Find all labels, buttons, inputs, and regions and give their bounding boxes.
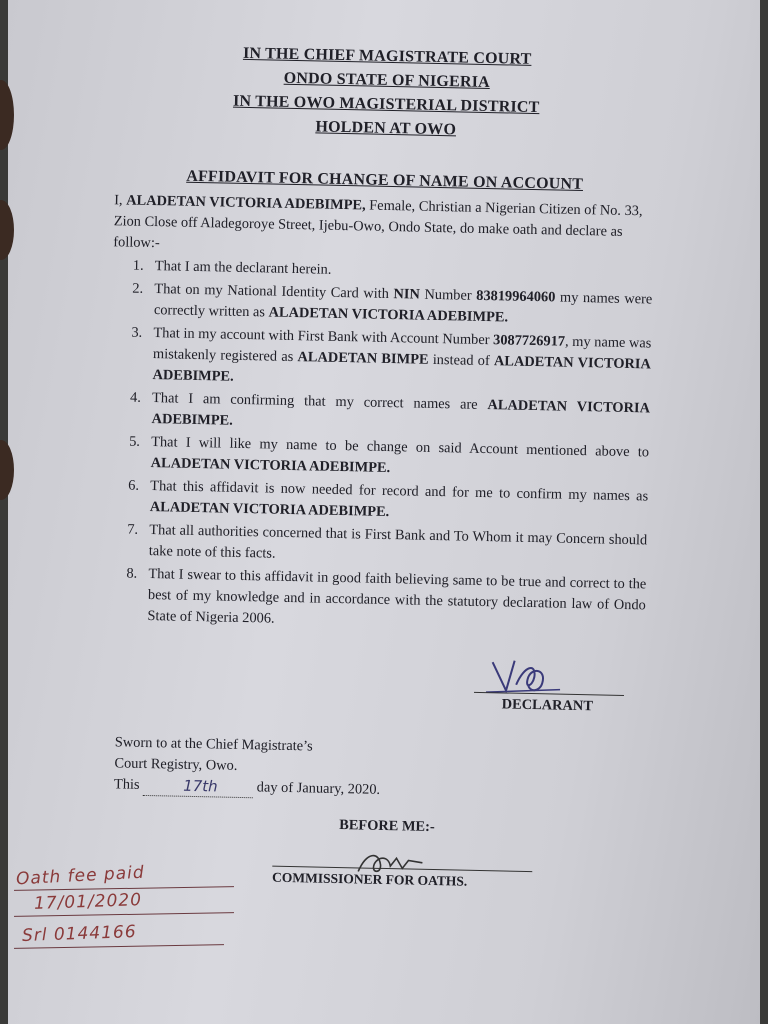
item-text: That I am confirming that my correct names are ALADETAN VICTORIA ADEBIMPE. <box>151 390 651 429</box>
intro-paragraph <box>113 190 654 264</box>
before-me-label: BEFORE ME:- <box>339 817 435 836</box>
affidavit-paper <box>8 0 760 1024</box>
sworn-day-rest: day of January, 2020. <box>256 779 381 798</box>
item-number: 1. <box>132 257 144 274</box>
item-number: 3. <box>131 324 143 341</box>
item-text: That all authorities concerned that is First Bank and To Whom it may Concern should take note of this facts. <box>148 522 648 562</box>
handwritten-oath-fee: Oath fee paid <box>15 862 146 890</box>
item-text: That in my account with First Bank with Account Number 3087726917, my name was mistakenly registered as ALADETAN BIMPE instead of ALADETAN VICTORIA ADEBIMPE. <box>152 325 652 385</box>
sworn-block <box>114 732 381 801</box>
item-text: That I am the declarant herein. <box>154 258 332 278</box>
item-number: 4. <box>129 389 142 406</box>
declaration-item <box>125 564 646 638</box>
court-heading-4: HOLDEN AT OWO <box>315 118 457 139</box>
item-text: That this affidavit is now needed for record and for me to confirm my names as ALADETAN VICTORIA ADEBIMPE. <box>149 478 649 521</box>
handwritten-date: 17/01/2020 <box>33 890 143 914</box>
sworn-this: This <box>113 776 140 793</box>
item-number: 6. <box>128 477 140 494</box>
declaration-item <box>130 323 651 397</box>
declarant-name: ALADETAN VICTORIA ADEBIMPE, <box>126 192 366 214</box>
declarations-list <box>125 256 653 640</box>
court-heading-2: ONDO STATE OF NIGERIA <box>283 69 491 92</box>
declarant-label: DECLARANT <box>501 696 594 715</box>
sworn-date-line <box>114 774 381 801</box>
item-number: 8. <box>126 565 138 582</box>
commissioner-label: COMMISSIONER FOR OATHS. <box>271 869 468 889</box>
item-text: That I swear to this affidavit in good faith believing same to be true and correct to the best of my knowledge and in accordance with the statutory declaration law of Ondo State of Nigeria 2006. <box>147 566 647 627</box>
court-heading-1: IN THE CHIEF MAGISTRATE COURT <box>242 44 532 68</box>
handwritten-day: 17th <box>182 776 218 796</box>
item-number: 7. <box>127 521 139 538</box>
intro-prefix: I, <box>114 192 127 209</box>
sworn-line-2: Court Registry, Owo. <box>114 755 238 774</box>
item-text: That on my National Identity Card with NIN Number 83819964060 my names were correctly written as ALADETAN VICTORIA ADEBIMPE. <box>153 281 653 326</box>
handwritten-serial: Srl 0144166 <box>21 922 137 946</box>
item-text: That I will like my name to be change on said Account mentioned above to ALADETAN VICTORIA ADEBIMPE. <box>150 434 650 477</box>
sworn-line-1: Sworn to at the Chief Magistrate’s <box>114 734 313 755</box>
intro-rest: Female, Christian a Nigerian Citizen of No. 33, Zion Close off Aladegoroye Street, Ijebu-Owo, Ondo State, do make oath and declare as follow:- <box>113 197 643 252</box>
court-heading-3: IN THE OWO MAGISTERIAL DISTRICT <box>232 92 540 117</box>
affidavit-title: AFFIDAVIT FOR CHANGE OF NAME ON ACCOUNT <box>186 167 584 194</box>
item-number: 2. <box>132 280 144 297</box>
item-number: 5. <box>128 433 141 450</box>
day-blank <box>143 776 253 798</box>
